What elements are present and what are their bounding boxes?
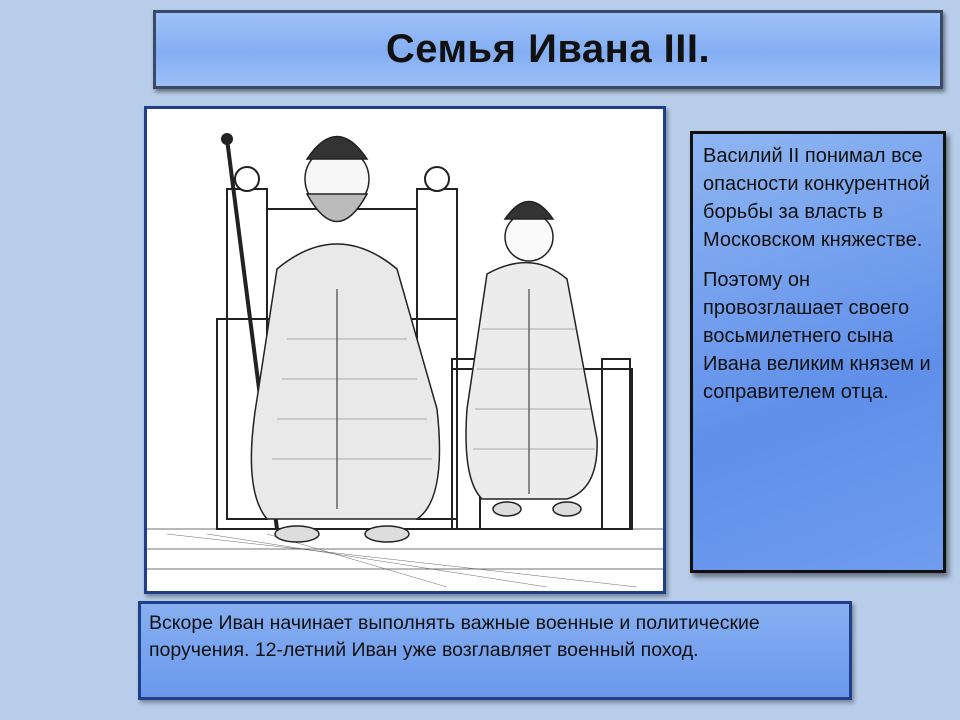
engraving-two-figures-on-thrones-icon [147, 109, 663, 591]
side-text-box [690, 131, 946, 573]
slide-title: Семья Ивана III. [385, 27, 711, 71]
title-banner [153, 10, 943, 89]
bottom-text-box [138, 601, 852, 700]
side-paragraph-1: Василий II понимал все опасности конкурентной борьбы за власть в Московском княжестве. [703, 145, 930, 251]
illustration-frame [144, 106, 666, 594]
side-paragraph-2: Поэтому он провозглашает своего восьмилетнего сына Ивана великим князем и соправителем отца. [703, 269, 931, 403]
bottom-paragraph: Вскоре Иван начинает выполнять важные военные и политические поручения. 12-летний Иван уже возглавляет военный поход. [149, 612, 760, 661]
